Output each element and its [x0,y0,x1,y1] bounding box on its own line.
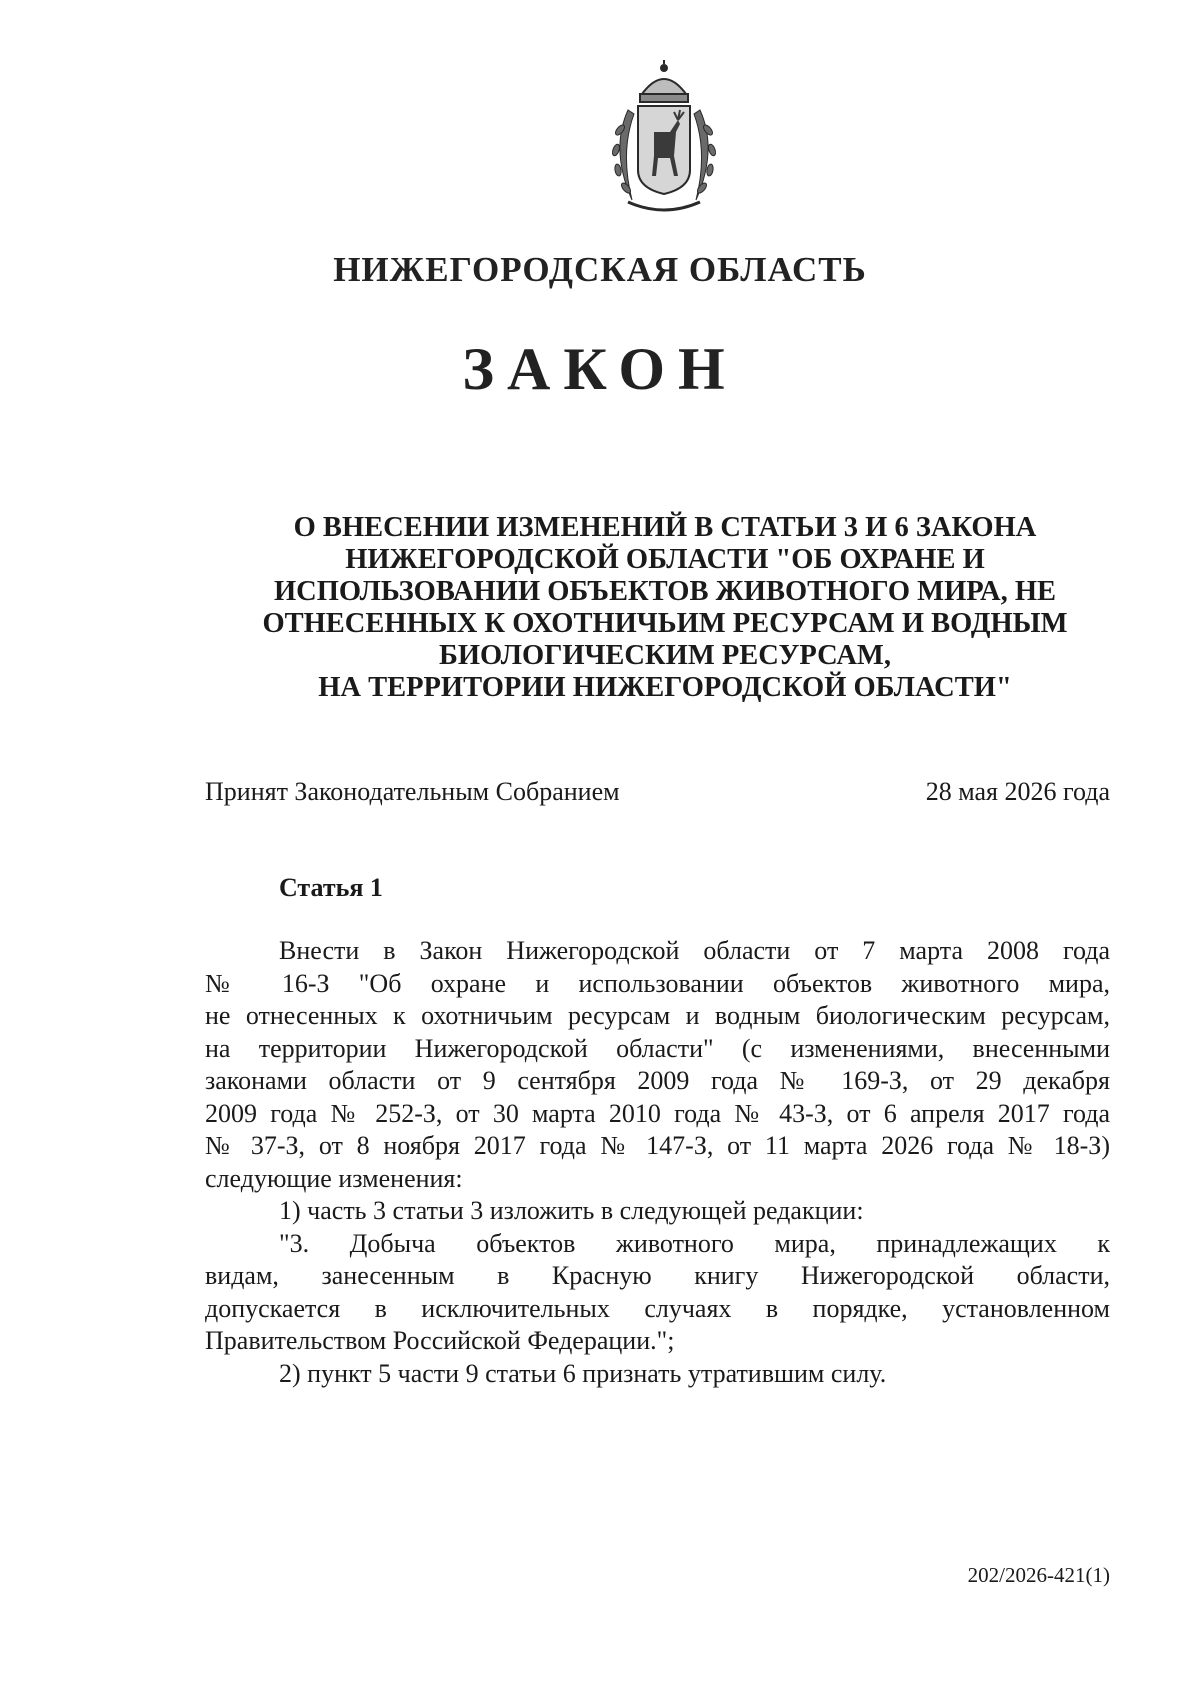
document-reference: 202/2026-421(1) [967,1563,1110,1587]
law-title-line: ИСПОЛЬЗОВАНИИ ОБЪЕКТОВ ЖИВОТНОГО МИРА, НЕ [273,576,1057,607]
document-type: ЗАКОН [462,336,738,402]
law-title-line: НА ТЕРРИТОРИИ НИЖЕГОРОДСКОЙ ОБЛАСТИ" [318,672,1012,703]
article-line: № 37-З, от 8 ноября 2017 года № 147-З, от 11 марта 2026 года № 18-З) [205,1131,1110,1160]
article-heading: Статья 1 [279,873,383,902]
law-title-line: ОТНЕСЕННЫХ К ОХОТНИЧЬИМ РЕСУРСАМ И ВОДНЫМ [262,608,1068,639]
article-line: не отнесенных к охотничьим ресурсам и водным биологическим ресурсам, [205,1001,1110,1030]
article-line: 2) пункт 5 части 9 статьи 6 признать утратившим силу. [279,1358,887,1388]
article-line: 2009 года № 252-З, от 30 марта 2010 года № 43-З, от 6 апреля 2017 года [205,1098,1110,1128]
region-name: НИЖЕГОРОДСКАЯ ОБЛАСТЬ [333,250,867,289]
law-title-line: БИОЛОГИЧЕСКИМ РЕСУРСАМ, [439,640,891,671]
article-line: Внести в Закон Нижегородской области от 7 марта 2008 года [279,936,1110,965]
article-line: законами области от 9 сентября 2009 года № 169-З, от 29 декабря [205,1066,1110,1095]
article-line: на территории Нижегородской области" (с изменениями, внесенными [205,1033,1110,1063]
article-line: допускается в исключительных случаях в порядке, установленном [205,1293,1110,1323]
article-line: "3. Добыча объектов животного мира, принадлежащих к [279,1228,1110,1258]
article-line: 1) часть 3 статьи 3 изложить в следующей редакции: [279,1196,864,1225]
coat-of-arms-icon [598,60,730,218]
article-line: Правительством Российской Федерации."; [205,1326,675,1355]
article-line: № 16-З "Об охране и использовании объектов животного мира, [205,968,1110,998]
law-title-line: О ВНЕСЕНИИ ИЗМЕНЕНИЙ В СТАТЬИ 3 И 6 ЗАКОНА [293,512,1037,543]
article-line: следующие изменения: [205,1163,463,1193]
adoption-label: Принят Законодательным Собранием [205,777,620,806]
article-body [205,935,1110,1390]
law-title [220,512,1110,704]
law-title-line: НИЖЕГОРОДСКОЙ ОБЛАСТИ "ОБ ОХРАНЕ И [345,544,985,575]
article-line: видам, занесенным в Красную книгу Нижегородской области, [205,1261,1110,1290]
adoption-date: 28 мая 2026 года [925,777,1110,806]
